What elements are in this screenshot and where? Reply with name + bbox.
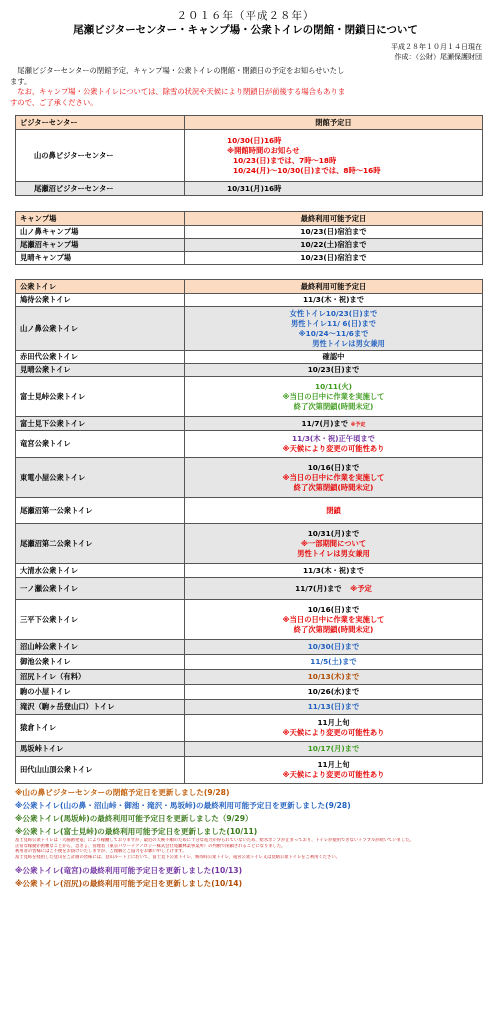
date-line: 終了次第閉鎖(時間未定) [293,482,374,492]
table-row [16,252,483,265]
table-row [16,685,483,700]
date-line: 男性トイレは男女兼用 [312,338,385,348]
note-line: ※山の鼻ビジターセンターの閉館予定日を更新しました(9/28) [15,788,230,797]
date-line: 10/16(日)まで [307,462,360,472]
facility-date [185,417,483,431]
facility-name: 沼尻トイレ（有料） [16,670,185,685]
intro-line-4: すので、ご了承ください。 [10,97,98,107]
table-row [16,458,483,498]
intro-line-3: なお、キャンプ場・公衆トイレについては、除雪の状況や天候により閉鎖日が前後する場合もありま [10,87,346,96]
toilet-table [15,279,483,784]
header-facility: ビジターセンター [16,116,185,130]
facility-date: 閉鎖 [185,498,483,524]
table-row [16,239,483,252]
facility-date: 11/3(木・祝)まで [185,294,483,307]
facility-name: 見晴公衆トイレ [16,364,185,377]
date-line: ※一部期間について [300,538,367,548]
facility-date [185,130,483,182]
date-line: 10/31(月)まで [307,528,360,538]
note-line: ※公衆トイレ(竜宮)の最終利用可能予定日を更新しました(10/13) [15,866,243,876]
date-line: ※天候により変更の可能性あり [282,728,385,737]
table-row [16,364,483,377]
facility-date: 10/13(木)まで [185,670,483,685]
facility-date: 11/3(木・祝)まで [185,564,483,578]
table-row [16,226,483,239]
date-line: 終了次第閉鎖(時間未定) [293,401,374,411]
facility-date: 確認中 [185,351,483,364]
facility-name: 鳩待公衆トイレ [16,294,185,307]
header-date: 最終利用可能予定日 [185,212,483,226]
note-detail: 利用者の皆様にはご不便をお掛けいたしますが、ご理解とご協力をお願い申し上げます。 [15,849,187,855]
table-row [16,130,483,182]
table-row [16,757,483,784]
facility-date: 10/22(土)宿泊まで [185,239,483,252]
facility-name: 沼山峠公衆トイレ [16,640,185,655]
facility-date: 10/23(日)宿泊まで [185,252,483,265]
date-line: 10/16(日)まで [307,604,360,614]
date-line: 終了次第閉鎖(時間未定) [293,624,374,634]
table-row [16,600,483,640]
table-header-row [16,116,483,130]
header-facility: キャンプ場 [16,212,185,226]
table-row [16,377,483,417]
date-line: ※天候により変更の可能性あり [282,770,385,779]
date-line: ※天候により変更の可能性あり [282,444,385,453]
facility-name: 東電小屋公衆トイレ [16,458,185,498]
facility-date: 11/13(日)まで [185,700,483,715]
page-title-year: ２０１６年（平成２８年） [176,10,315,22]
hours-line-2: 10/24(月)〜10/30(日)までは、8時〜16時 [233,165,381,175]
note-detail: 富士見峠公衆トイレは「大腸菌発電」により稼働しておりますが、最近の天候不順のために十分な電力が得られていないため、給水ポンプが止まっており、トイレが使用できないトラブルが続いていました。 [15,838,414,843]
campsite-table [15,211,483,265]
date-line: 11月上旬 [317,718,350,727]
update-notes [15,786,485,890]
facility-name: 尾瀬沼キャンプ場 [16,239,185,252]
tentative-badge: ※予定 [350,421,366,428]
note-line: ※公衆トイレ(山の鼻・沼山峠・御池・滝沢・馬坂峠)の最終利用可能予定日を更新しました(9/28) [15,801,351,810]
table-row [16,498,483,524]
table-row [16,307,483,351]
date-line: 11月上旬 [317,760,350,769]
facility-date [185,578,483,600]
facility-name: 山ノ鼻公衆トイレ [16,307,185,351]
table-row [16,655,483,670]
date-line: 10/11(火) [315,381,352,391]
table-row [16,351,483,364]
date-line: ※10/24〜11/6まで [298,328,369,338]
facility-name: 一ノ瀬公衆トイレ [16,578,185,600]
header-date: 最終利用可能予定日 [185,280,483,294]
date-line: 男性トイレ11/ 6(日)まで [290,318,377,328]
date-line: 11/7(月)まで [301,418,349,428]
facility-name: 大清水公衆トイレ [16,564,185,578]
facility-name: 馬坂峠トイレ [16,742,185,757]
facility-date [185,377,483,417]
facility-date [185,715,483,742]
facility-date [185,757,483,784]
update-date: 平成２８年１０月１４日現在 [391,43,482,51]
facility-date [185,524,483,564]
facility-name: 山の鼻ビジターセンター [16,130,185,182]
table-row [16,640,483,655]
table-row [16,524,483,564]
facility-date: 10/17(月)まで [185,742,483,757]
intro-line-2: ます。 [10,76,32,86]
facility-name: 見晴キャンプ場 [16,252,185,265]
table-header-row [16,280,483,294]
facility-name: 猿倉トイレ [16,715,185,742]
facility-name: 竜宮公衆トイレ [16,431,185,458]
date-line: 女性トイレ10/23(日)まで [289,308,378,318]
facility-name: 尾瀬沼第一公衆トイレ [16,498,185,524]
closing-date: 10/30(日)16時 [227,135,282,145]
table-row [16,670,483,685]
facility-date: 10/23(日)宿泊まで [185,226,483,239]
hours-line-1: 10/23(日)までは、7時〜18時 [233,155,337,165]
intro-text [0,62,491,108]
author: 作成：（公財）尾瀬保護財団 [394,53,482,61]
hours-notice: ※開館時間のお知らせ [227,145,300,155]
facility-name: 山ノ鼻キャンプ場 [16,226,185,239]
table-row [16,564,483,578]
note-line: ※公衆トイレ(沼尻)の最終利用可能予定日を更新しました(10/14) [15,879,243,889]
table-row [16,294,483,307]
facility-date: 10/30(日)まで [185,640,483,655]
table-row [16,417,483,431]
date-line: 男性トイレは男女兼用 [297,548,370,558]
date-line: 11/3(木・祝)正午頃まで [292,434,375,443]
date-line: ※当日の日中に作業を実施して [282,391,385,401]
intro-line-1: 尾瀬ビジターセンターの閉館予定、キャンプ場・公衆トイレの閉館・閉鎖日の予定をお知らせいたし [10,66,345,75]
facility-name: 尾瀬沼第二公衆トイレ [16,524,185,564]
facility-name: 富士見峠公衆トイレ [16,377,185,417]
facility-name: 赤田代公衆トイレ [16,351,185,364]
note-line: ※公衆トイレ(馬坂峠)の最終利用可能予定日を更新しました（9/29） [15,814,253,823]
note-detail: 富士見峠を経由した登山をご計画の皆様には、登山ルート上に於いて、富士見下公衆トイレ、鳩待峠公衆トイレ、竜宮公衆トイレ又は見晴公衆トイレをご利用ください。 [15,854,340,860]
facility-name: 田代山山頂公衆トイレ [16,757,185,784]
visitor-center-table [15,115,483,196]
facility-date [185,307,483,351]
facility-name: 御池公衆トイレ [16,655,185,670]
facility-name: 駒の小屋トイレ [16,685,185,700]
date-line: 11/7(月)まで [295,583,342,593]
table-row [16,715,483,742]
table-header-row [16,212,483,226]
table-row [16,742,483,757]
table-row [16,578,483,600]
facility-name: 富士見下公衆トイレ [16,417,185,431]
facility-date [185,458,483,498]
note-line: ※公衆トイレ(富士見峠)の最終利用可能予定日を更新しました(10/11) [15,827,258,836]
table-row [16,431,483,458]
facility-date [185,600,483,640]
facility-name: 三平下公衆トイレ [16,600,185,640]
facility-date: 10/23(日)まで [185,364,483,377]
facility-date [185,431,483,458]
facility-date: 10/26(水)まで [185,685,483,700]
date-line: ※当日の日中に作業を実施して [282,614,385,624]
document-meta [0,42,491,62]
facility-date: 10/31(月)16時 [185,182,483,196]
facility-date: 11/5(土)まで [185,655,483,670]
facility-name: 尾瀬沼ビジターセンター [16,182,185,196]
facility-name: 滝沢（駒ヶ岳登山口）トイレ [16,700,185,715]
table-row [16,182,483,196]
header-date: 閉館予定日 [185,116,483,130]
page-title: 尾瀬ビジターセンター・キャンプ場・公衆トイレの閉館・閉鎖日について [73,24,418,36]
note-detail: 正常な稼動が困難なことから、急きょ、管理者（東京パワーテクノロジー株式会社尾瀬林業事業所）の判断で閉鎖されることになりました。 [15,843,286,849]
header-facility: 公衆トイレ [16,280,185,294]
table-row [16,700,483,715]
tentative-badge: ※予定 [350,583,372,593]
date-line: ※当日の日中に作業を実施して [282,472,385,482]
